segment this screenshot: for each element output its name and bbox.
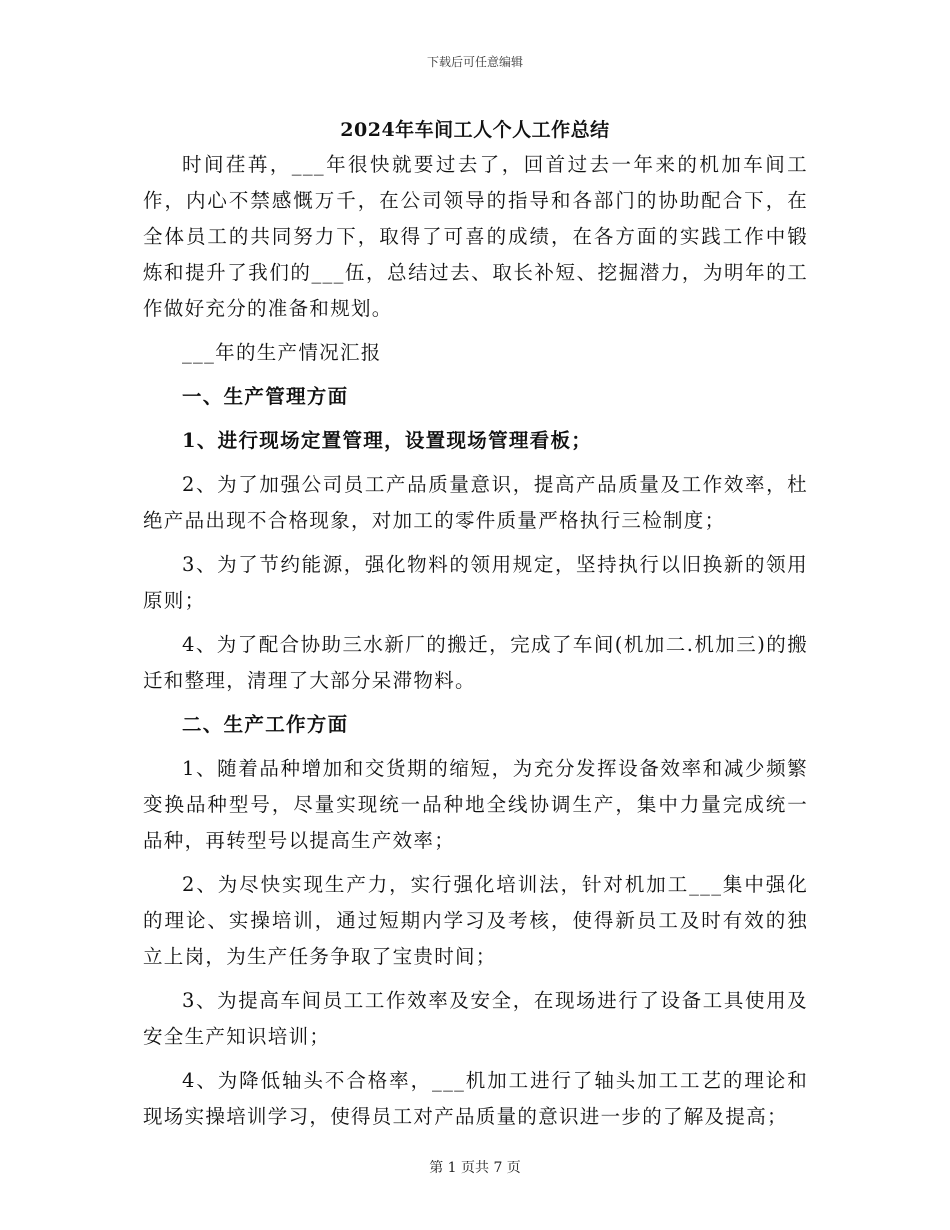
- list-item: 3、为了节约能源，强化物料的领用规定，坚持执行以旧换新的领用原则；: [143, 553, 808, 612]
- list-item: 4、为降低轴头不合格率，___机加工进行了轴头加工工艺的理论和现场实操培训学习，使得员工对产品质量的意识进一步的了解及提高；: [143, 1069, 808, 1128]
- list-item: 1、随着品种增加和交货期的缩短，为充分发挥设备效率和减少频繁变换品种型号，尽量实现统一品种地全线协调生产，集中力量完成统一品种，再转型号以提高生产效率；: [143, 757, 808, 852]
- header-note: 下载后可任意编辑: [426, 55, 523, 69]
- paragraph-report-heading: ___年的生产情况汇报: [182, 341, 382, 364]
- list-item: 2、为了加强公司员工产品质量意识，提高产品质量及工作效率，杜绝产品出现不合格现象，对加工的零件质量严格执行三检制度；: [143, 473, 808, 532]
- section-heading-production-management: 一、生产管理方面: [182, 385, 349, 408]
- paragraph-intro: 时间荏苒，___年很快就要过去了，回首过去一年来的机加车间工作，内心不禁感慨万千，在公司领导的指导和各部门的协助配合下，在全体员工的共同努力下，取得了可喜的成绩，在各方面的实践工作中锻炼和提升了我们的___伍，总结过去、取长补短、挖掘潜力，为明年的工作做好充分的准备和规划。: [143, 153, 808, 320]
- list-item: 3、为提高车间员工工作效率及安全，在现场进行了设备工具使用及安全生产知识培训；: [143, 989, 808, 1048]
- document-title: 2024年车间工人个人工作总结: [340, 119, 610, 141]
- list-item: 1、进行现场定置管理，设置现场管理看板；: [182, 429, 593, 452]
- document-body: [143, 147, 808, 1135]
- page-number: 第 1 页共 7 页: [429, 1160, 521, 1176]
- section-heading-production-work: 二、生产工作方面: [182, 713, 349, 736]
- list-item: 2、为尽快实现生产力，实行强化培训法，针对机加工___集中强化的理论、实操培训，通过短期内学习及考核，使得新员工及时有效的独立上岗，为生产任务争取了宝贵时间；: [143, 873, 808, 968]
- list-item: 4、为了配合协助三水新厂的搬迁，完成了车间(机加二.机加三)的搬迁和整理，清理了大部分呆滞物料。: [143, 633, 808, 692]
